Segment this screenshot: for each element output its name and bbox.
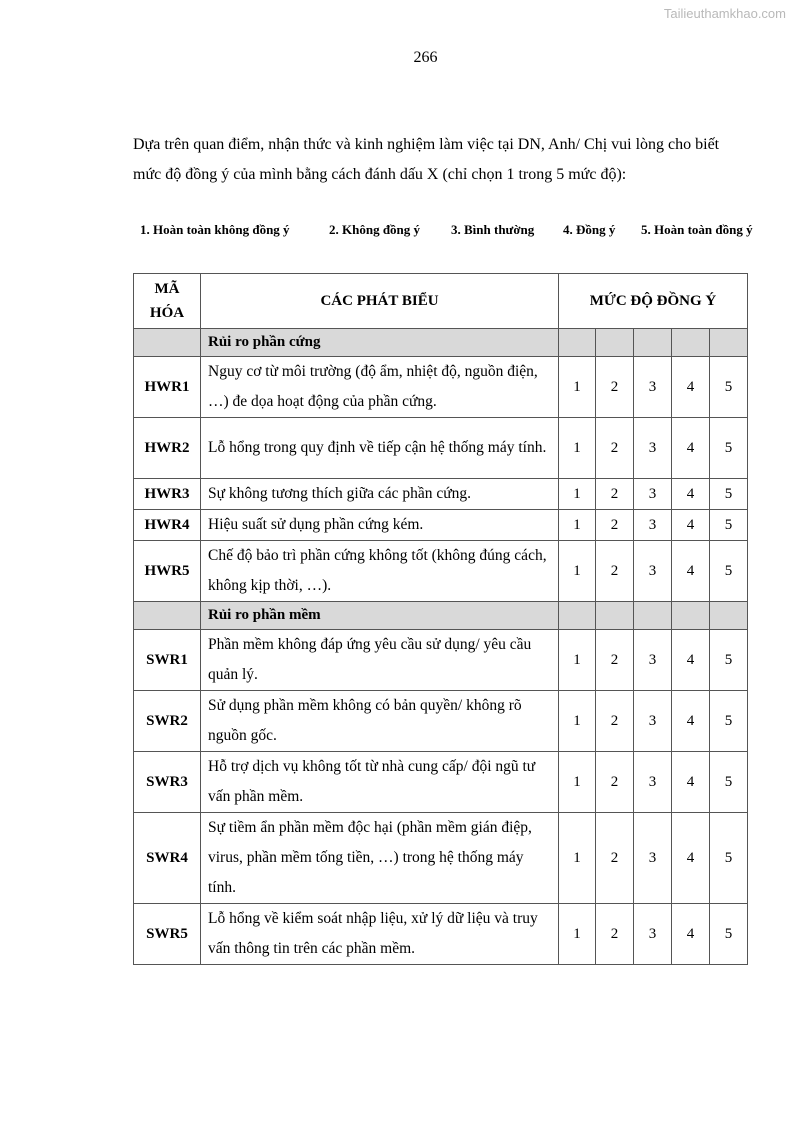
rating-option-5[interactable]: 5: [710, 813, 748, 904]
item-statement: Hỗ trợ dịch vụ không tốt từ nhà cung cấp/ đội ngũ tư vấn phần mềm.: [201, 752, 559, 813]
table-row: [134, 630, 748, 691]
rating-option-2[interactable]: 2: [596, 752, 634, 813]
rating-option-2[interactable]: 2: [596, 418, 634, 479]
section-scale-cell: [672, 329, 710, 357]
rating-option-2[interactable]: 2: [596, 630, 634, 691]
rating-option-4[interactable]: 4: [672, 813, 710, 904]
rating-option-5[interactable]: 5: [710, 479, 748, 510]
table-row: [134, 479, 748, 510]
intro-paragraph: Dựa trên quan điểm, nhận thức và kinh nghiệm làm việc tại DN, Anh/ Chị vui lòng cho biết mức độ đồng ý của mình bằng cách đánh dấu X (chỉ chọn 1 trong 5 mức độ):: [133, 136, 720, 183]
item-statement: Nguy cơ từ môi trường (độ ẩm, nhiệt độ, nguồn điện, …) đe dọa hoạt động của phần cứng.: [201, 357, 559, 418]
rating-option-1[interactable]: 1: [559, 691, 596, 752]
section-scale-cell: [596, 329, 634, 357]
rating-option-2[interactable]: 2: [596, 541, 634, 602]
item-statement: Chế độ bảo trì phần cứng không tốt (không đúng cách, không kịp thời, …).: [201, 541, 559, 602]
section-row: [134, 329, 748, 357]
scale-label-3: 3. Bình thường: [451, 222, 535, 237]
table-header-row: [134, 274, 748, 329]
item-code: SWR5: [134, 904, 201, 965]
rating-option-3[interactable]: 3: [634, 752, 672, 813]
rating-option-5[interactable]: 5: [710, 630, 748, 691]
rating-option-1[interactable]: 1: [559, 510, 596, 541]
section-scale-cell: [634, 329, 672, 357]
table-body: [134, 329, 748, 965]
rating-option-4[interactable]: 4: [672, 904, 710, 965]
page-number: 266: [413, 49, 438, 66]
item-code: HWR1: [134, 357, 201, 418]
section-code-cell: [134, 602, 201, 630]
table-row: [134, 691, 748, 752]
rating-option-3[interactable]: 3: [634, 630, 672, 691]
rating-option-2[interactable]: 2: [596, 357, 634, 418]
table-row: [134, 418, 748, 479]
item-code: HWR3: [134, 479, 201, 510]
item-code: HWR4: [134, 510, 201, 541]
table-row: [134, 813, 748, 904]
rating-option-4[interactable]: 4: [672, 418, 710, 479]
item-statement: Lỗ hổng về kiểm soát nhập liệu, xử lý dữ liệu và truy vấn thông tin trên các phần mềm.: [201, 904, 559, 965]
rating-option-2[interactable]: 2: [596, 904, 634, 965]
rating-option-4[interactable]: 4: [672, 691, 710, 752]
section-title: Rủi ro phần mềm: [201, 602, 559, 630]
rating-option-5[interactable]: 5: [710, 752, 748, 813]
rating-option-4[interactable]: 4: [672, 357, 710, 418]
rating-option-3[interactable]: 3: [634, 813, 672, 904]
rating-option-1[interactable]: 1: [559, 541, 596, 602]
rating-option-1[interactable]: 1: [559, 418, 596, 479]
survey-table: [133, 273, 748, 965]
rating-option-3[interactable]: 3: [634, 418, 672, 479]
table-row: [134, 510, 748, 541]
rating-option-4[interactable]: 4: [672, 541, 710, 602]
rating-option-4[interactable]: 4: [672, 510, 710, 541]
item-statement: Sự không tương thích giữa các phần cứng.: [201, 479, 559, 510]
rating-option-3[interactable]: 3: [634, 357, 672, 418]
section-scale-cell: [710, 329, 748, 357]
rating-option-3[interactable]: 3: [634, 904, 672, 965]
item-code: SWR2: [134, 691, 201, 752]
rating-option-5[interactable]: 5: [710, 691, 748, 752]
rating-option-2[interactable]: 2: [596, 691, 634, 752]
rating-option-5[interactable]: 5: [710, 904, 748, 965]
item-code: SWR4: [134, 813, 201, 904]
item-statement: Lỗ hổng trong quy định về tiếp cận hệ thống máy tính.: [201, 418, 559, 479]
rating-option-2[interactable]: 2: [596, 510, 634, 541]
table-row: [134, 357, 748, 418]
rating-option-2[interactable]: 2: [596, 479, 634, 510]
section-scale-cell: [596, 602, 634, 630]
rating-option-4[interactable]: 4: [672, 479, 710, 510]
scale-label-1: 1. Hoàn toàn không đồng ý: [140, 222, 290, 237]
scale-label-5: 5. Hoàn toàn đồng ý: [641, 222, 753, 237]
item-code: SWR3: [134, 752, 201, 813]
rating-option-1[interactable]: 1: [559, 752, 596, 813]
item-code: SWR1: [134, 630, 201, 691]
item-statement: Hiệu suất sử dụng phần cứng kém.: [201, 510, 559, 541]
item-code: HWR5: [134, 541, 201, 602]
rating-option-1[interactable]: 1: [559, 904, 596, 965]
header-code: MÃ HÓA: [134, 274, 201, 329]
rating-option-5[interactable]: 5: [710, 541, 748, 602]
section-title: Rủi ro phần cứng: [201, 329, 559, 357]
rating-option-1[interactable]: 1: [559, 630, 596, 691]
watermark: Tailieuthamkhao.com: [663, 6, 786, 21]
rating-option-4[interactable]: 4: [672, 630, 710, 691]
rating-option-3[interactable]: 3: [634, 541, 672, 602]
header-agreement-level: MỨC ĐỘ ĐỒNG Ý: [559, 274, 748, 329]
scale-label-2: 2. Không đồng ý: [329, 222, 421, 237]
section-scale-cell: [634, 602, 672, 630]
rating-option-2[interactable]: 2: [596, 813, 634, 904]
rating-option-3[interactable]: 3: [634, 510, 672, 541]
item-statement: Sự tiềm ẩn phần mềm độc hại (phần mềm gián điệp, virus, phần mềm tống tiền, …) trong hệ thống máy tính.: [201, 813, 559, 904]
scale-label-4: 4. Đồng ý: [563, 222, 616, 237]
table-row: [134, 541, 748, 602]
rating-option-5[interactable]: 5: [710, 418, 748, 479]
rating-option-1[interactable]: 1: [559, 479, 596, 510]
section-scale-cell: [559, 329, 596, 357]
rating-option-1[interactable]: 1: [559, 813, 596, 904]
item-statement: Sử dụng phần mềm không có bản quyền/ không rõ nguồn gốc.: [201, 691, 559, 752]
rating-option-3[interactable]: 3: [634, 479, 672, 510]
header-statement: CÁC PHÁT BIỂU: [201, 274, 559, 329]
table-row: [134, 752, 748, 813]
rating-option-4[interactable]: 4: [672, 752, 710, 813]
item-statement: Phần mềm không đáp ứng yêu cầu sử dụng/ yêu cầu quản lý.: [201, 630, 559, 691]
item-code: HWR2: [134, 418, 201, 479]
section-scale-cell: [710, 602, 748, 630]
rating-option-3[interactable]: 3: [634, 691, 672, 752]
table-row: [134, 904, 748, 965]
section-code-cell: [134, 329, 201, 357]
section-row: [134, 602, 748, 630]
rating-option-5[interactable]: 5: [710, 510, 748, 541]
section-scale-cell: [559, 602, 596, 630]
section-scale-cell: [672, 602, 710, 630]
rating-option-5[interactable]: 5: [710, 357, 748, 418]
rating-option-1[interactable]: 1: [559, 357, 596, 418]
